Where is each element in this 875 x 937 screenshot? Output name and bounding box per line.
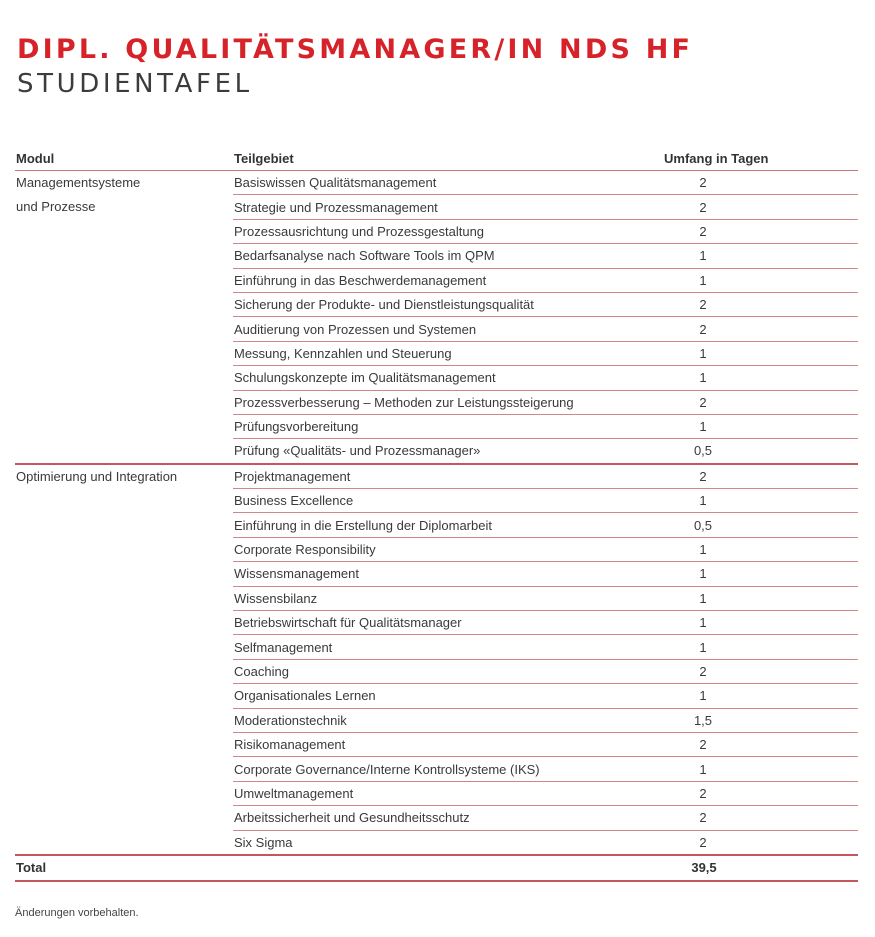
table-row — [15, 171, 858, 195]
days-value: 1 — [699, 639, 707, 655]
column-header-module: Modul — [15, 146, 233, 171]
days-cell — [663, 708, 858, 732]
days-cell — [663, 611, 858, 635]
study-plan-table — [15, 146, 858, 882]
total-days-value: 39,5 — [691, 860, 717, 876]
days-cell — [663, 659, 858, 683]
days-cell — [663, 586, 858, 610]
days-cell — [663, 635, 858, 659]
days-cell — [663, 414, 858, 438]
days-cell — [663, 806, 858, 830]
days-cell — [663, 341, 858, 365]
days-value: 1 — [699, 345, 707, 361]
days-cell — [663, 757, 858, 781]
days-cell — [663, 830, 858, 855]
topic-cell: Prüfung «Qualitäts- und Prozessmanager» — [233, 439, 663, 464]
topic-cell: Projektmanagement — [233, 464, 663, 489]
days-value: 1 — [699, 272, 707, 288]
days-cell — [663, 684, 858, 708]
days-cell — [663, 366, 858, 390]
total-label: Total — [15, 855, 233, 881]
topic-cell: Wissensbilanz — [233, 586, 663, 610]
topic-cell: Messung, Kennzahlen und Steuerung — [233, 341, 663, 365]
days-value: 2 — [699, 810, 707, 826]
topic-cell: Einführung in die Erstellung der Diplomarbeit — [233, 513, 663, 537]
days-cell — [663, 732, 858, 756]
topic-cell: Umweltmanagement — [233, 781, 663, 805]
days-value: 2 — [699, 737, 707, 753]
topic-cell: Basiswissen Qualitätsmanagement — [233, 171, 663, 195]
days-value: 2 — [699, 199, 707, 215]
days-value: 1 — [699, 566, 707, 582]
total-days — [663, 855, 858, 881]
days-cell — [663, 464, 858, 489]
days-cell — [663, 244, 858, 268]
topic-cell: Organisationales Lernen — [233, 684, 663, 708]
days-value: 2 — [699, 394, 707, 410]
days-cell — [663, 562, 858, 586]
topic-cell: Wissensmanagement — [233, 562, 663, 586]
module-name: Optimierung und Integration — [15, 464, 233, 855]
days-cell — [663, 537, 858, 561]
topic-cell: Selfmanagement — [233, 635, 663, 659]
days-cell — [663, 390, 858, 414]
days-cell — [663, 317, 858, 341]
total-row — [15, 855, 858, 881]
table-header-row — [15, 146, 858, 171]
days-value: 0,5 — [693, 517, 713, 533]
topic-cell: Betriebswirtschaft für Qualitätsmanager — [233, 611, 663, 635]
days-value: 2 — [699, 785, 707, 801]
days-value: 2 — [699, 223, 707, 239]
days-cell — [663, 171, 858, 195]
page-subtitle: STUDIENTAFEL — [17, 69, 253, 99]
topic-cell: Six Sigma — [233, 830, 663, 855]
topic-cell: Corporate Governance/Interne Kontrollsysteme (IKS) — [233, 757, 663, 781]
topic-cell: Auditierung von Prozessen und Systemen — [233, 317, 663, 341]
days-value: 1 — [699, 248, 707, 264]
days-value: 1 — [699, 542, 707, 558]
days-cell — [663, 489, 858, 513]
topic-cell: Schulungskonzepte im Qualitätsmanagement — [233, 366, 663, 390]
days-value: 1 — [699, 419, 707, 435]
days-value: 2 — [699, 834, 707, 850]
days-value: 2 — [699, 297, 707, 313]
days-value: 0,5 — [693, 443, 713, 459]
topic-cell: Bedarfsanalyse nach Software Tools im QPM — [233, 244, 663, 268]
column-header-days: Umfang in Tagen — [663, 146, 858, 171]
topic-cell: Business Excellence — [233, 489, 663, 513]
days-cell — [663, 439, 858, 464]
days-cell — [663, 195, 858, 219]
days-value: 1 — [699, 615, 707, 631]
topic-cell: Arbeitssicherheit und Gesundheitsschutz — [233, 806, 663, 830]
topic-cell: Einführung in das Beschwerdemanagement — [233, 268, 663, 292]
topic-cell: Coaching — [233, 659, 663, 683]
days-cell — [663, 513, 858, 537]
days-cell — [663, 781, 858, 805]
days-cell — [663, 268, 858, 292]
days-value: 1 — [699, 688, 707, 704]
days-cell — [663, 292, 858, 316]
table-body — [15, 171, 858, 855]
days-value: 1 — [699, 761, 707, 777]
topic-cell: Sicherung der Produkte- und Dienstleistungsqualität — [233, 292, 663, 316]
days-value: 1 — [699, 370, 707, 386]
total-spacer — [233, 855, 663, 881]
topic-cell: Prozessverbesserung – Methoden zur Leistungssteigerung — [233, 390, 663, 414]
topic-cell: Strategie und Prozessmanagement — [233, 195, 663, 219]
days-value: 1 — [699, 590, 707, 606]
days-value: 1 — [699, 493, 707, 509]
days-value: 2 — [699, 175, 707, 191]
days-value: 1,5 — [693, 712, 713, 728]
table-row — [15, 464, 858, 489]
days-value: 2 — [699, 468, 707, 484]
column-header-topic: Teilgebiet — [233, 146, 663, 171]
topic-cell: Moderationstechnik — [233, 708, 663, 732]
module-name: Managementsysteme und Prozesse — [15, 171, 233, 464]
topic-cell: Corporate Responsibility — [233, 537, 663, 561]
days-cell — [663, 219, 858, 243]
page-title: DIPL. QUALITÄTSMANAGER/IN NDS HF — [17, 34, 694, 65]
days-value: 2 — [699, 321, 707, 337]
days-value: 2 — [699, 664, 707, 679]
topic-cell: Prüfungsvorbereitung — [233, 414, 663, 438]
topic-cell: Prozessausrichtung und Prozessgestaltung — [233, 219, 663, 243]
footer-note: Änderungen vorbehalten. — [15, 907, 139, 919]
topic-cell: Risikomanagement — [233, 732, 663, 756]
